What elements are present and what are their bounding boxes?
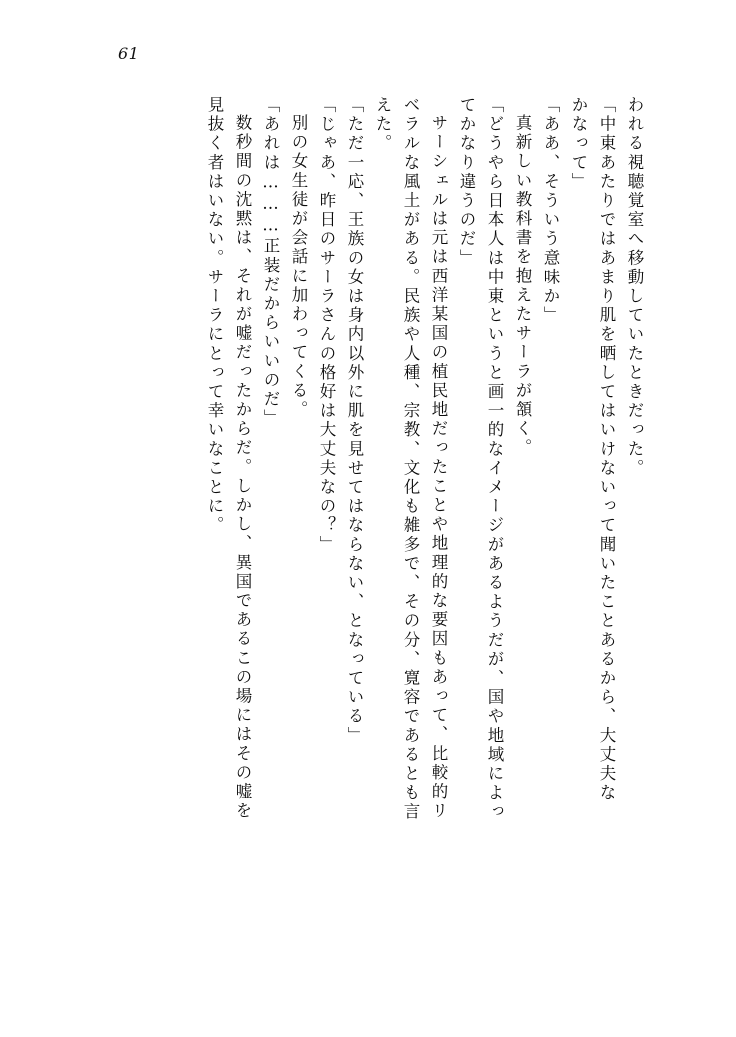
- text-line: かなって」: [569, 96, 588, 192]
- text-line: われる視聴覚室へ移動していたときだった。: [625, 96, 644, 478]
- text-line: 真新しい教科書を抱えたサーラが頷く。: [513, 114, 532, 458]
- text-line: 「じゃあ、昨日のサーラさんの格好は大丈夫なの？」: [317, 96, 336, 555]
- text-line: 「ただ一応、王族の女は身内以外に肌を見せてはならない、となっている」: [345, 96, 364, 746]
- text-line: てかなり違うのだ」: [457, 96, 476, 268]
- text-line: 「中東あたりではあまり肌を晒してはいけないって聞いたことあるから、大丈夫な: [597, 96, 616, 803]
- text-line: 見抜く者はいない。サーラにとって幸いなことに。: [205, 96, 224, 536]
- text-line: 数秒間の沈黙は、それが嘘だったからだ。しかし、異国であるこの場にはその嘘を: [233, 114, 252, 821]
- page-number: 61: [118, 44, 140, 63]
- text-line: ベラルな風土がある。民族や人種、宗教、文化も雑多で、その分、寛容であるとも言: [401, 96, 420, 822]
- text-line: 「どうやら日本人は中東というと画一的なイメージがあるようだが、国や地域によっ: [485, 96, 504, 822]
- text-line: 別の女生徒が会話に加わってくる。: [289, 114, 308, 420]
- text-line: えた。: [373, 96, 392, 154]
- text-line: 「あれは………正装だからいいのだ」: [261, 96, 280, 429]
- text-line: サーシェルは元は西洋某国の植民地だったことや地理的な要因もあって、比較的リ: [429, 114, 448, 821]
- body-text: [112, 96, 642, 986]
- text-line: 「ああ、そういう意味か」: [541, 96, 560, 326]
